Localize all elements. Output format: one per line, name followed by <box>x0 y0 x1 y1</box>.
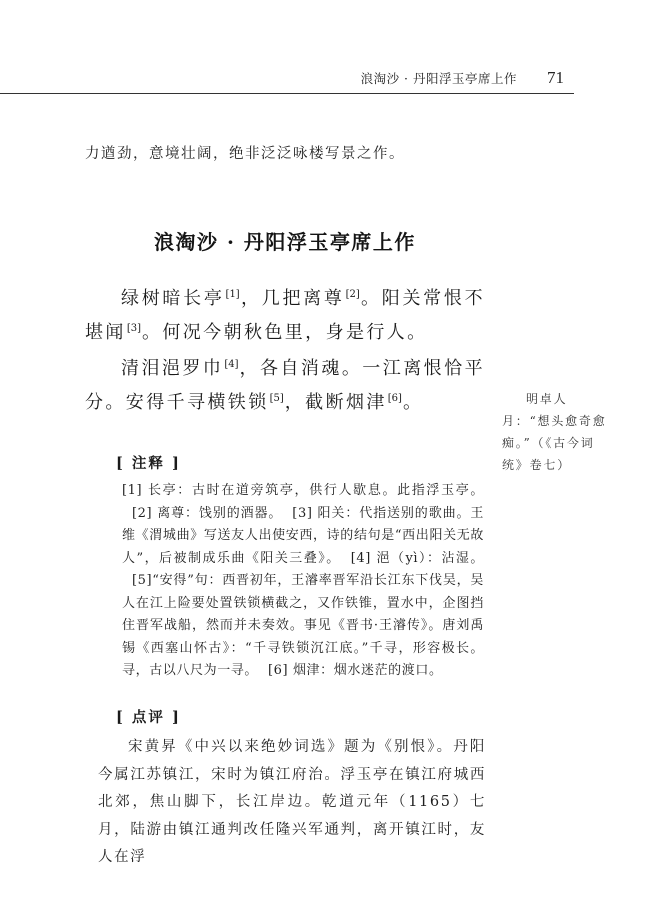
poem-text: ，截断烟津 <box>284 392 387 413</box>
poem-text: ，各自消魂。一江离恨恰平分。安得千寻横铁锁 <box>85 358 485 413</box>
poem-text: 。何况今朝秋色里，身是行人。 <box>141 322 428 343</box>
poem-text: 。 <box>402 392 424 413</box>
commentary-heading: [ 点评 ] <box>116 709 181 726</box>
poem-stanza-1 <box>85 282 485 350</box>
notes-heading: [ 注释 ] <box>116 455 181 472</box>
notes-section <box>122 480 484 683</box>
note-item: [4] 浥（yì）：沾湿。 <box>350 550 484 566</box>
note-ref-2: [2] <box>345 289 360 300</box>
commentary-section <box>98 734 486 872</box>
note-ref-1: [1] <box>225 289 240 300</box>
note-item: [6] 烟津：烟水迷茫的渡口。 <box>268 663 443 678</box>
page-number: 71 <box>547 68 564 87</box>
poem-title: 浪淘沙 · 丹阳浮玉亭席上作 <box>154 230 416 254</box>
running-head <box>361 68 564 88</box>
poem-text: 清泪浥罗巾 <box>121 358 224 379</box>
note-ref-6: [6] <box>387 393 402 404</box>
running-head-title: 浪淘沙 · 丹阳浮玉亭席上作 <box>360 71 517 86</box>
note-item: [2] 离尊：饯别的酒器。 <box>132 505 283 521</box>
poem-stanza-2 <box>85 352 485 420</box>
poem-text: ，几把离尊 <box>240 288 345 309</box>
note-ref-5: [5] <box>269 393 284 404</box>
commentary-paragraph: 宋黄昇《中兴以来绝妙词选》题为《别恨》。丹阳今属江苏镇江，宋时为镇江府治。浮玉亭在镇江府城西北郊，焦山脚下，长江岸边。乾道元年（1165）七月，陆游由镇江通判改任隆兴军通判，离开镇江时，友人在浮 <box>98 739 486 865</box>
margin-commentary <box>502 388 614 476</box>
header-rule <box>0 93 574 94</box>
poem-text: 。阳关常恨不堪闻 <box>85 288 486 343</box>
note-ref-4: [4] <box>224 359 239 370</box>
note-item: [1] 长亭：古时在道旁筑亭，供行人歇息。此指浮玉亭。 <box>122 483 484 498</box>
note-item: [5]“安得”句：西晋初年，王濬率晋军沿长江东下伐吴，吴人在江上险要处置铁锁横截之，又作铁锥，置水中，企图挡住晋军战船，然而并未奏效。事见《晋书·王濬传》。唐刘禹锡《西塞山怀古》：“千寻铁锁沉江底。”千寻，形容极长。寻，古以八尺为一寻。 <box>122 573 484 678</box>
carryover-paragraph: 力遒劲，意境壮阔，绝非泛泛咏楼写景之作。 <box>85 146 405 162</box>
margin-commentary-text: 明卓人月：“想头愈奇愈痴。”（《古今词统》卷七） <box>502 392 607 472</box>
poem-body <box>85 282 485 420</box>
poem-text: 绿树暗长亭 <box>121 288 225 309</box>
note-item: [3] 阳关：代指送别的歌曲。王维《渭城曲》写送友人出使安西，诗的结句是“西出阳关无故人”，后被制成乐曲《阳关三叠》。 <box>122 505 484 566</box>
notes-paragraph <box>122 480 484 683</box>
note-ref-3: [3] <box>126 323 141 334</box>
